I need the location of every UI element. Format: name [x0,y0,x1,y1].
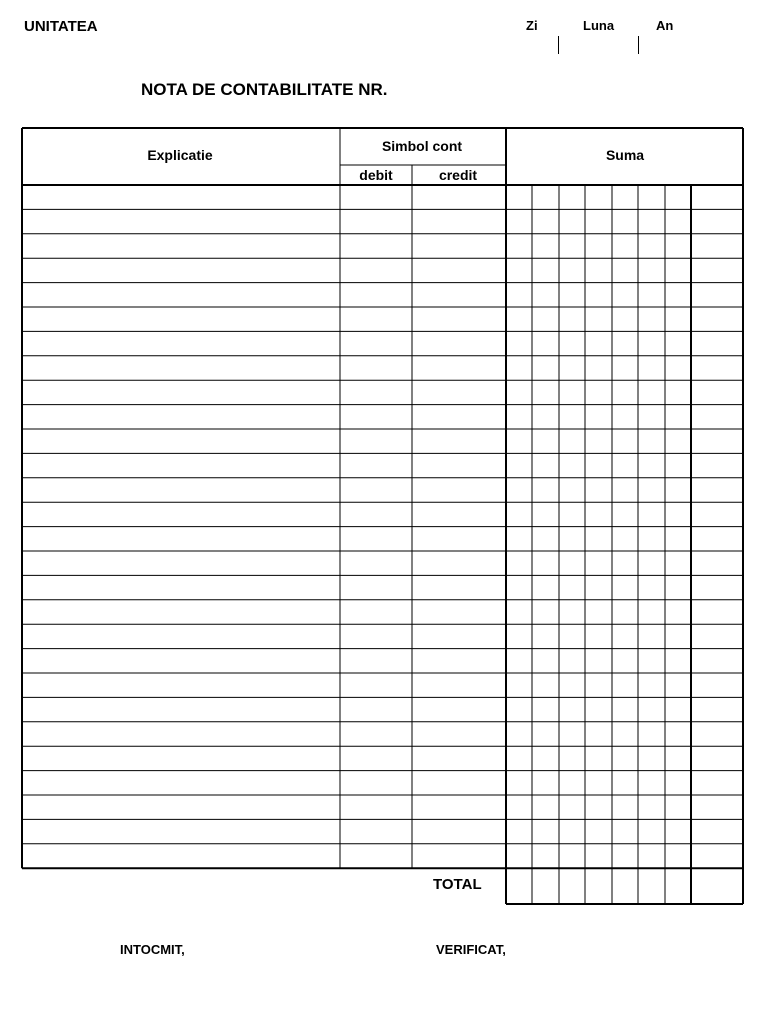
date-month-label: Luna [583,18,615,33]
column-header-suma: Suma [605,147,645,163]
document-title: NOTA DE CONTABILITATE NR. [141,80,388,99]
column-header-debit: debit [359,167,393,183]
column-header-simbol-cont: Simbol cont [381,138,463,154]
column-header-credit: credit [438,167,478,183]
prepared-by-label: INTOCMIT, [120,942,185,957]
date-year-label: An [656,18,674,33]
date-day-label: Zi [526,18,538,33]
total-label: TOTAL [433,876,482,893]
verified-by-label: VERIFICAT, [436,942,506,957]
column-header-explicatie: Explicatie [147,147,213,163]
unit-label: UNITATEA [24,18,98,35]
